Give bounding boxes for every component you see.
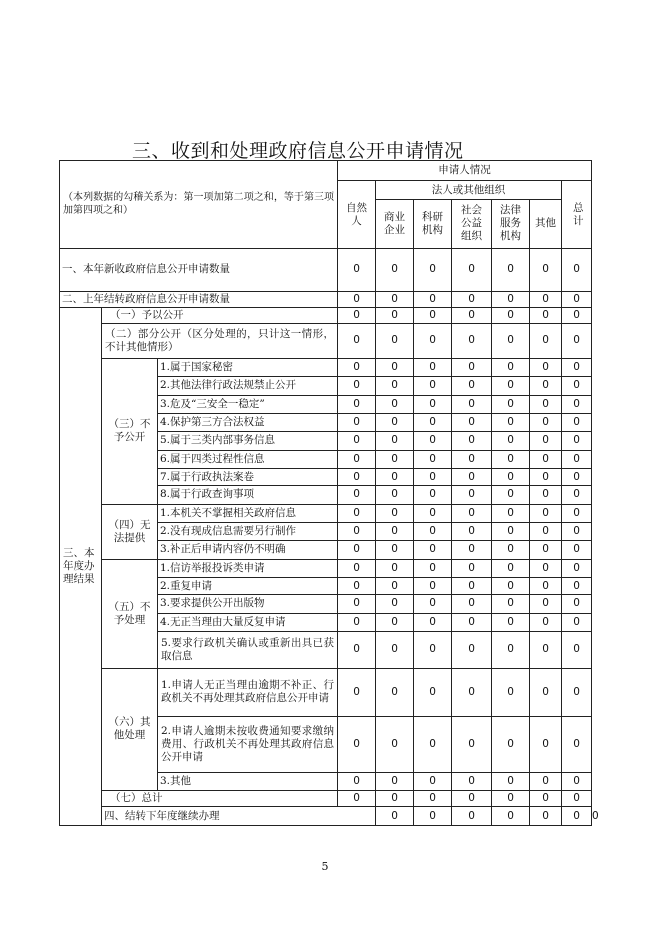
value-cell: 0 [452, 432, 492, 450]
value-cell: 0 [530, 541, 562, 559]
value-cell: 0 [562, 486, 592, 504]
value-cell: 0 [338, 668, 376, 716]
value-cell: 0 [414, 559, 452, 577]
value-cell: 0 [492, 468, 530, 485]
value-cell: 0 [530, 395, 562, 413]
value-cell: 0 [376, 522, 414, 540]
value-cell: 0 [492, 772, 530, 790]
header-legal-group: 法人或其他组织 [376, 181, 562, 199]
value-cell: 0 [562, 432, 592, 450]
group-label-disclosed: （一）予以公开 [102, 307, 338, 323]
value-cell: 0 [530, 486, 562, 504]
value-cell: 0 [414, 613, 452, 631]
value-cell: 0 [562, 559, 592, 577]
table-row [60, 248, 592, 291]
value-cell: 0 [414, 807, 452, 826]
sub-item-label: 1.信访举报投诉类申请 [158, 559, 338, 577]
sub-item-label: 2.重复申请 [158, 577, 338, 594]
value-cell: 0 [530, 631, 562, 668]
value-cell: 0 [414, 358, 452, 376]
value-cell: 0 [376, 307, 414, 323]
header-applicant: 申请人情况 [338, 161, 592, 181]
sub-item-label: 1.本机关不掌握相关政府信息 [158, 504, 338, 522]
value-cell: 0 [562, 395, 592, 413]
value-cell: 0 [530, 577, 562, 594]
value-cell: 0 [376, 450, 414, 468]
header-legal-service: 法律服务机构 [492, 199, 530, 248]
table-row [60, 291, 592, 307]
value-cell: 0 [414, 248, 452, 291]
value-cell: 0 [452, 631, 492, 668]
value-cell: 0 [338, 291, 376, 307]
value-cell: 0 [530, 595, 562, 613]
sub-item-label: 3.其他 [158, 772, 338, 790]
value-cell: 0 [452, 450, 492, 468]
value-cell: 0 [562, 595, 592, 613]
value-cell: 0 [414, 541, 452, 559]
value-cell: 0 [492, 307, 530, 323]
value-cell: 0 [452, 291, 492, 307]
value-cell: 0 [530, 413, 562, 431]
sub-item-label: 5.要求行政机关确认或重新出具已获取信息 [158, 631, 338, 668]
value-cell: 0 [338, 716, 376, 772]
value-cell: 0 [452, 395, 492, 413]
value-cell: 0 [452, 377, 492, 395]
value-cell: 0 [376, 595, 414, 613]
value-cell: 0 [530, 432, 562, 450]
value-cell: 0 [492, 807, 530, 826]
value-cell: 0 [452, 772, 492, 790]
value-cell: 0 [562, 807, 592, 826]
value-cell: 0 [492, 541, 530, 559]
value-cell: 0 [452, 307, 492, 323]
table-row: 四、结转下年度继续办理 0 0 0 0 0 0 0 [60, 807, 592, 826]
group-label-not-processed: （五）不予处理 [102, 559, 158, 668]
value-cell: 0 [492, 432, 530, 450]
value-cell: 0 [338, 395, 376, 413]
value-cell: 0 [338, 324, 376, 359]
group-label-total: （七）总计 [102, 791, 338, 807]
group-label-unable: （四）无法提供 [102, 504, 158, 559]
value-cell: 0 [492, 358, 530, 376]
value-cell: 0 [562, 468, 592, 485]
value-cell: 0 [562, 324, 592, 359]
value-cell: 0 [338, 791, 376, 807]
value-cell: 0 [492, 522, 530, 540]
value-cell: 0 [562, 504, 592, 522]
value-cell: 0 [530, 307, 562, 323]
value-cell: 0 [452, 413, 492, 431]
value-cell: 0 [376, 377, 414, 395]
value-cell: 0 [452, 595, 492, 613]
value-cell: 0 [452, 541, 492, 559]
value-cell: 0 [414, 577, 452, 594]
value-cell: 0 [492, 577, 530, 594]
value-cell: 0 [492, 377, 530, 395]
value-cell: 0 [492, 668, 530, 716]
value-cell: 0 [492, 395, 530, 413]
value-cell: 0 [492, 716, 530, 772]
value-cell: 0 [492, 791, 530, 807]
value-cell: 0 [562, 248, 592, 291]
value-cell: 0 [492, 559, 530, 577]
header-total: 总计 [562, 181, 592, 248]
group-label-partial: （二）部分公开（区分处理的，只计这一情形，不计其他情形） [102, 324, 338, 359]
value-cell: 0 [414, 413, 452, 431]
table-row [60, 791, 592, 807]
value-cell: 0 [452, 559, 492, 577]
value-cell: 0 [492, 248, 530, 291]
table-row [60, 504, 592, 522]
value-cell: 0 [338, 772, 376, 790]
value-cell: 0 [414, 307, 452, 323]
value-cell: 0 [338, 504, 376, 522]
header-social: 社会公益组织 [452, 199, 492, 248]
value-cell: 0 [452, 324, 492, 359]
value-cell: 0 [338, 613, 376, 631]
value-cell: 0 [414, 468, 452, 485]
value-cell: 0 [338, 432, 376, 450]
value-cell: 0 [530, 668, 562, 716]
value-cell: 0 [338, 559, 376, 577]
value-cell: 0 [414, 432, 452, 450]
value-cell: 0 [338, 468, 376, 485]
value-cell: 0 [530, 468, 562, 485]
value-cell: 0 [492, 450, 530, 468]
value-cell: 0 [376, 504, 414, 522]
value-cell: 0 [414, 291, 452, 307]
value-cell: 0 [452, 613, 492, 631]
value-cell: 0 [562, 450, 592, 468]
value-cell: 0 [376, 395, 414, 413]
value-cell: 0 [492, 486, 530, 504]
table-row [60, 559, 592, 577]
header-research: 科研机构 [414, 199, 452, 248]
value-cell: 0 [562, 631, 592, 668]
value-cell: 0 [452, 791, 492, 807]
value-cell: 0 [338, 413, 376, 431]
value-cell: 0 [452, 577, 492, 594]
value-cell: 0 [452, 504, 492, 522]
page-title: 三、收到和处理政府信息公开申请情况 [132, 140, 464, 162]
value-cell: 0 [562, 358, 592, 376]
row-label-new-requests: 一、本年新收政府信息公开申请数量 [60, 248, 338, 291]
value-cell: 0 [492, 613, 530, 631]
value-cell: 0 [338, 307, 376, 323]
row-label-results: 三、本年度办理结果 [60, 307, 102, 825]
value-cell: 0 [530, 522, 562, 540]
sub-item-label: 3.补正后申请内容仍不明确 [158, 541, 338, 559]
value-cell: 0 [530, 613, 562, 631]
value-cell: 0 [530, 772, 562, 790]
sub-item-label: 8.属于行政查询事项 [158, 486, 338, 504]
value-cell: 0 [452, 358, 492, 376]
value-cell: 0 [492, 631, 530, 668]
value-cell: 0 [376, 541, 414, 559]
value-cell: 0 [562, 291, 592, 307]
value-cell: 0 [414, 450, 452, 468]
value-cell: 0 [376, 432, 414, 450]
sub-item-label: 5.属于三类内部事务信息 [158, 432, 338, 450]
value-cell: 0 [530, 450, 562, 468]
value-cell: 0 [414, 395, 452, 413]
sub-item-label: 1.属于国家秘密 [158, 358, 338, 376]
row-label-carried-over: 二、上年结转政府信息公开申请数量 [60, 291, 338, 307]
value-cell: 0 [452, 716, 492, 772]
value-cell: 0 [414, 772, 452, 790]
sub-item-label: 1.申请人无正当理由逾期不补正、行政机关不再处理其政府信息公开申请 [158, 668, 338, 716]
value-cell: 0 [376, 248, 414, 291]
value-cell: 0 [562, 522, 592, 540]
value-cell: 0 [492, 595, 530, 613]
value-cell: 0 [530, 291, 562, 307]
value-cell: 0 [376, 468, 414, 485]
sub-item-label: 2.其他法律行政法规禁止公开 [158, 377, 338, 395]
value-cell: 0 [562, 413, 592, 431]
value-cell: 0 [452, 668, 492, 716]
value-cell: 0 [376, 807, 414, 826]
value-cell: 0 [376, 358, 414, 376]
value-cell: 0 [452, 468, 492, 485]
value-cell: 0 [562, 716, 592, 772]
row-label-carry-forward: 四、结转下年度继续办理 [102, 807, 376, 826]
value-cell: 0 [562, 577, 592, 594]
value-cell: 0 [376, 413, 414, 431]
value-cell: 0 [562, 307, 592, 323]
value-cell: 0 [562, 613, 592, 631]
value-cell: 0 [530, 504, 562, 522]
value-cell: 0 [414, 504, 452, 522]
value-cell: 0 [452, 486, 492, 504]
value-cell: 0 [530, 358, 562, 376]
header-other: 其他 [530, 199, 562, 248]
sub-item-label: 4.无正当理由大量反复申请 [158, 613, 338, 631]
value-cell: 0 [530, 559, 562, 577]
value-cell: 0 [376, 559, 414, 577]
value-cell: 0 [562, 791, 592, 807]
value-cell: 0 [338, 595, 376, 613]
value-cell: 0 [376, 324, 414, 359]
value-cell: 0 [562, 377, 592, 395]
page-number: 5 [321, 860, 329, 873]
group-label-not-disclosed: （三）不予公开 [102, 358, 158, 504]
value-cell: 0 [414, 791, 452, 807]
value-cell: 0 [376, 613, 414, 631]
sub-item-label: 6.属于四类过程性信息 [158, 450, 338, 468]
value-cell: 0 [376, 486, 414, 504]
value-cell: 0 [376, 577, 414, 594]
value-cell: 0 [530, 248, 562, 291]
table-row [60, 668, 592, 716]
value-cell: 0 [414, 668, 452, 716]
application-stats-table [59, 160, 599, 826]
sub-item-label: 3.要求提供公开出版物 [158, 595, 338, 613]
value-cell: 0 [338, 631, 376, 668]
value-cell: 0 [414, 716, 452, 772]
value-cell: 0 [530, 807, 562, 826]
value-cell: 0 [452, 248, 492, 291]
value-cell: 0 [562, 772, 592, 790]
value-cell: 0 [414, 522, 452, 540]
value-cell: 0 [338, 377, 376, 395]
value-cell: 0 [338, 248, 376, 291]
table-row [60, 324, 592, 359]
value-cell: 0 [376, 716, 414, 772]
value-cell: 0 [452, 807, 492, 826]
value-cell: 0 [376, 668, 414, 716]
value-cell: 0 [338, 358, 376, 376]
value-cell: 0 [414, 324, 452, 359]
value-cell: 0 [492, 413, 530, 431]
value-cell: 0 [562, 541, 592, 559]
value-cell: 0 [338, 450, 376, 468]
value-cell: 0 [376, 631, 414, 668]
value-cell: 0 [414, 377, 452, 395]
value-cell: 0 [492, 324, 530, 359]
value-cell: 0 [414, 595, 452, 613]
sub-item-label: 2.申请人逾期未按收费通知要求缴纳费用、行政机关不再处理其政府信息公开申请 [158, 716, 338, 772]
value-cell: 0 [376, 291, 414, 307]
value-cell: 0 [562, 668, 592, 716]
sub-item-label: 2.没有现成信息需要另行制作 [158, 522, 338, 540]
value-cell: 0 [376, 772, 414, 790]
sub-item-label: 4.保护第三方合法权益 [158, 413, 338, 431]
value-cell: 0 [414, 486, 452, 504]
value-cell: 0 [452, 522, 492, 540]
value-cell: 0 [530, 324, 562, 359]
value-cell: 0 [414, 631, 452, 668]
table-row [60, 358, 592, 376]
value-cell: 0 [338, 522, 376, 540]
value-cell: 0 [492, 504, 530, 522]
header-business: 商业企业 [376, 199, 414, 248]
value-cell: 0 [530, 716, 562, 772]
value-cell: 0 [338, 577, 376, 594]
header-natural-person: 自然人 [338, 181, 376, 248]
header-note: （本列数据的勾稽关系为：第一项加第二项之和，等于第三项加第四项之和） [60, 161, 338, 249]
value-cell: 0 [338, 486, 376, 504]
value-cell: 0 [338, 541, 376, 559]
group-label-other-handling: （六）其他处理 [102, 668, 158, 790]
value-cell: 0 [492, 291, 530, 307]
sub-item-label: 7.属于行政执法案卷 [158, 468, 338, 485]
value-cell: 0 [530, 791, 562, 807]
value-cell: 0 [376, 791, 414, 807]
value-cell: 0 [530, 377, 562, 395]
table-row [60, 307, 592, 323]
sub-item-label: 3.危及“三安全一稳定” [158, 395, 338, 413]
